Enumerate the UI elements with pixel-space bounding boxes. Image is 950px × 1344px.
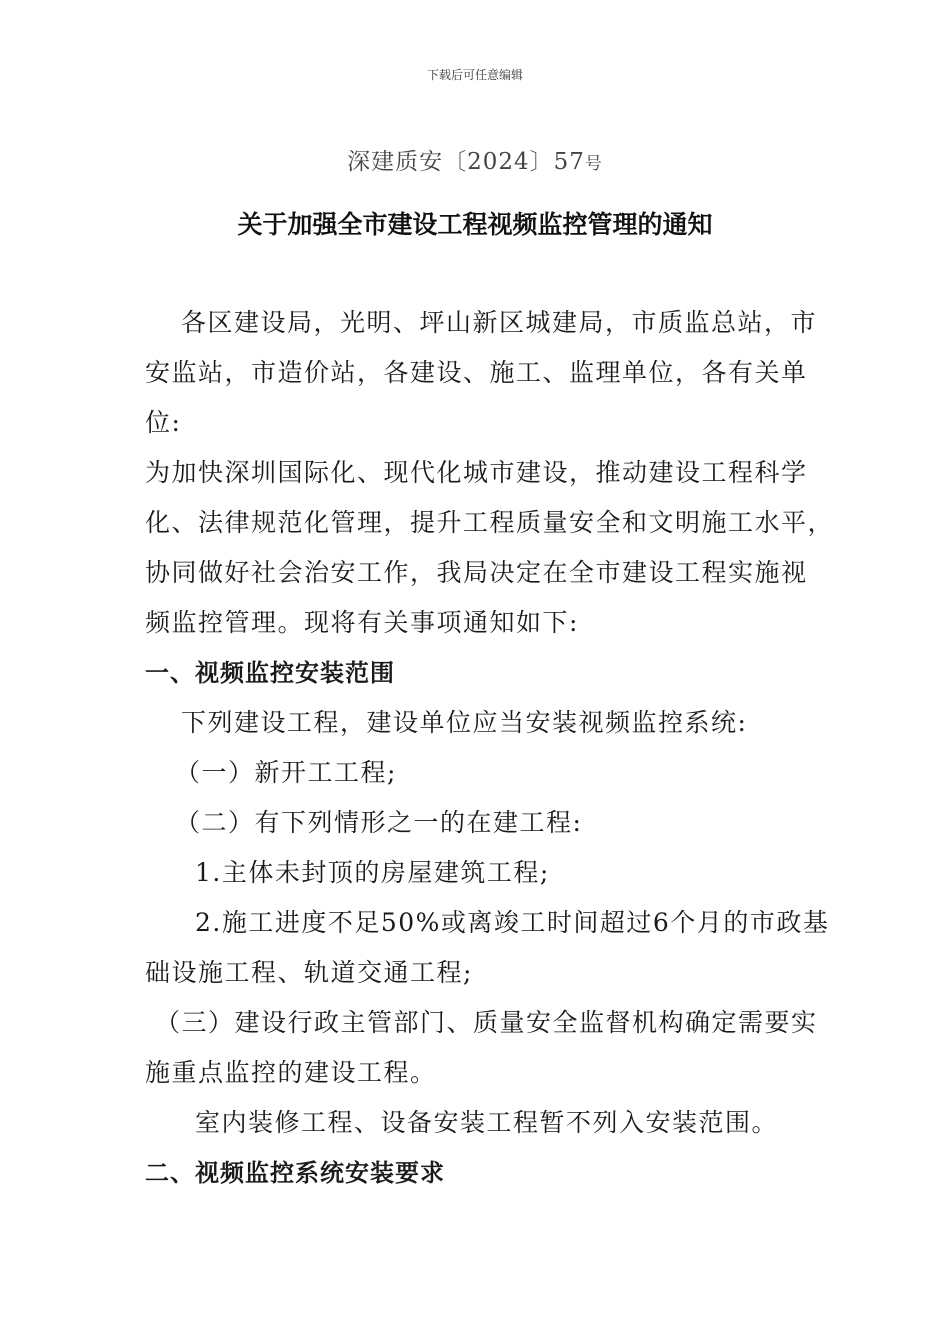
body-line: 为加快深圳国际化、现代化城市建设，推动建设工程科学 <box>145 458 808 487</box>
section-heading: 一、视频监控安装范围 <box>145 659 395 687</box>
document-title: 关于加强全市建设工程视频监控管理的通知 <box>237 210 713 239</box>
body-line: 室内装修工程、设备安装工程暂不列入安装范围。 <box>195 1108 779 1137</box>
document-number-main: 深建质安〔2024〕57 <box>347 149 585 175</box>
list-item: 2.施工进度不足50%或离竣工时间超过6个月的市政基 <box>195 908 830 937</box>
body-line: 各区建设局，光明、坪山新区城建局，市质监总站，市 <box>181 308 818 337</box>
document-number-suffix: 号 <box>584 154 603 174</box>
body-line: 协同做好社会治安工作，我局决定在全市建设工程实施视 <box>145 558 808 587</box>
body-line: 下列建设工程，建设单位应当安装视频监控系统: <box>181 708 748 737</box>
body-line: 安监站，市造价站，各建设、施工、监理单位，各有关单 <box>145 358 808 387</box>
list-item: 1.主体未封顶的房屋建筑工程; <box>195 858 550 887</box>
header-note: 下载后可任意编辑 <box>426 68 523 82</box>
body-line: 化、法律规范化管理，提升工程质量安全和文明施工水平， <box>145 508 835 537</box>
list-item: （二）有下列情形之一的在建工程: <box>175 808 583 837</box>
document-body <box>145 298 835 1198</box>
list-item: （三）建设行政主管部门、质量安全监督机构确定需要实 <box>155 1008 818 1037</box>
section-heading: 二、视频监控系统安装要求 <box>145 1159 445 1187</box>
document-number <box>0 143 950 176</box>
body-line: 施重点监控的建设工程。 <box>145 1058 437 1087</box>
body-line: 础设施工程、轨道交通工程; <box>145 958 473 987</box>
body-line: 频监控管理。现将有关事项通知如下: <box>145 608 579 637</box>
body-line: 位: <box>145 408 182 437</box>
list-item: （一）新开工工程; <box>175 758 397 787</box>
